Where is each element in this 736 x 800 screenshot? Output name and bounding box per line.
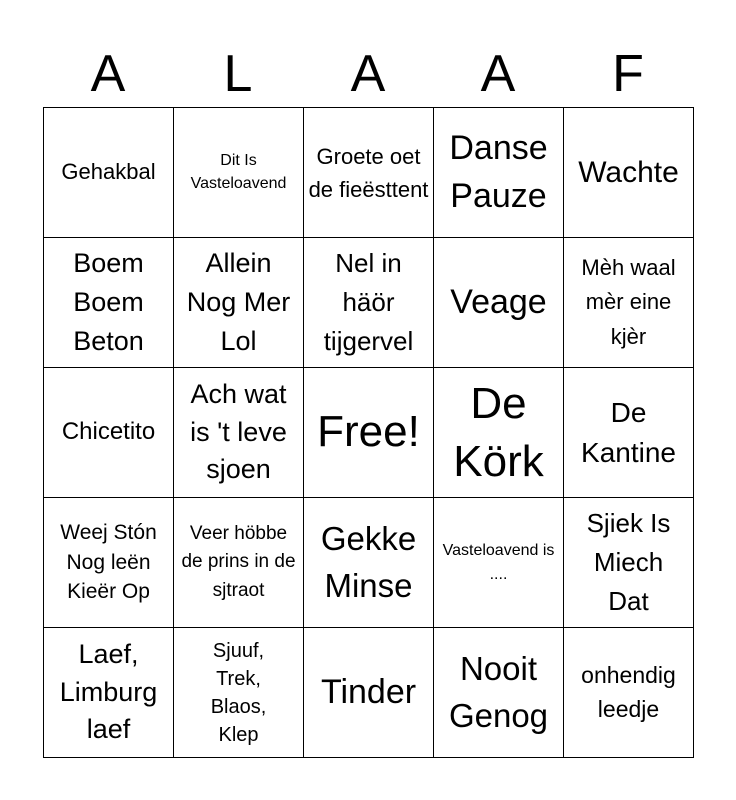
- bingo-cell-r3c4[interactable]: De Körk: [433, 367, 564, 498]
- header-letter-4: A: [480, 45, 516, 103]
- bingo-grid: [43, 107, 693, 757]
- bingo-cell-r4c5[interactable]: Sjiek Is Miech Dat: [563, 497, 694, 628]
- bingo-cell-r5c5[interactable]: onhendig leedje: [563, 627, 694, 758]
- header-letter-1: A: [90, 45, 126, 103]
- bingo-cell-r5c3[interactable]: Tinder: [303, 627, 434, 758]
- bingo-cell-r3c1[interactable]: Chicetito: [43, 367, 174, 498]
- bingo-cell-r1c4[interactable]: Danse Pauze: [433, 107, 564, 238]
- bingo-cell-r2c5[interactable]: Mèh waal mèr eine kjèr: [563, 237, 694, 368]
- header-letter-3: A: [350, 45, 386, 103]
- bingo-cell-r5c2[interactable]: Sjuuf, Trek, Blaos, Klep: [173, 627, 304, 758]
- bingo-cell-r2c3[interactable]: Nel in häör tijgervel: [303, 237, 434, 368]
- bingo-cell-r1c5[interactable]: Wachte: [563, 107, 694, 238]
- bingo-cell-r3c5[interactable]: De Kantine: [563, 367, 694, 498]
- bingo-cell-r2c4[interactable]: Veage: [433, 237, 564, 368]
- bingo-cell-r4c3[interactable]: Gekke Minse: [303, 497, 434, 628]
- bingo-cell-r5c4[interactable]: Nooit Genog: [433, 627, 564, 758]
- bingo-cell-r1c2[interactable]: Dit Is Vasteloavend: [173, 107, 304, 238]
- header-letter-5: F: [612, 45, 644, 103]
- bingo-cell-r1c1[interactable]: Gehakbal: [43, 107, 174, 238]
- bingo-cell-r3c3: Free!: [303, 367, 434, 498]
- bingo-cell-r2c2[interactable]: Allein Nog Mer Lol: [173, 237, 304, 368]
- bingo-cell-r4c1[interactable]: Weej Stón Nog leën Kieër Op: [43, 497, 174, 628]
- bingo-header: [43, 40, 693, 108]
- bingo-cell-r4c4[interactable]: Vasteloavend is ....: [433, 497, 564, 628]
- bingo-cell-r4c2[interactable]: Veer höbbe de prins in de sjtraot: [173, 497, 304, 628]
- header-letter-2: L: [223, 45, 253, 103]
- bingo-cell-r3c2[interactable]: Ach wat is 't leve sjoen: [173, 367, 304, 498]
- bingo-cell-r2c1[interactable]: Boem Boem Beton: [43, 237, 174, 368]
- bingo-cell-r5c1[interactable]: Laef, Limburg laef: [43, 627, 174, 758]
- bingo-cell-r1c3[interactable]: Groete oet de fieësttent: [303, 107, 434, 238]
